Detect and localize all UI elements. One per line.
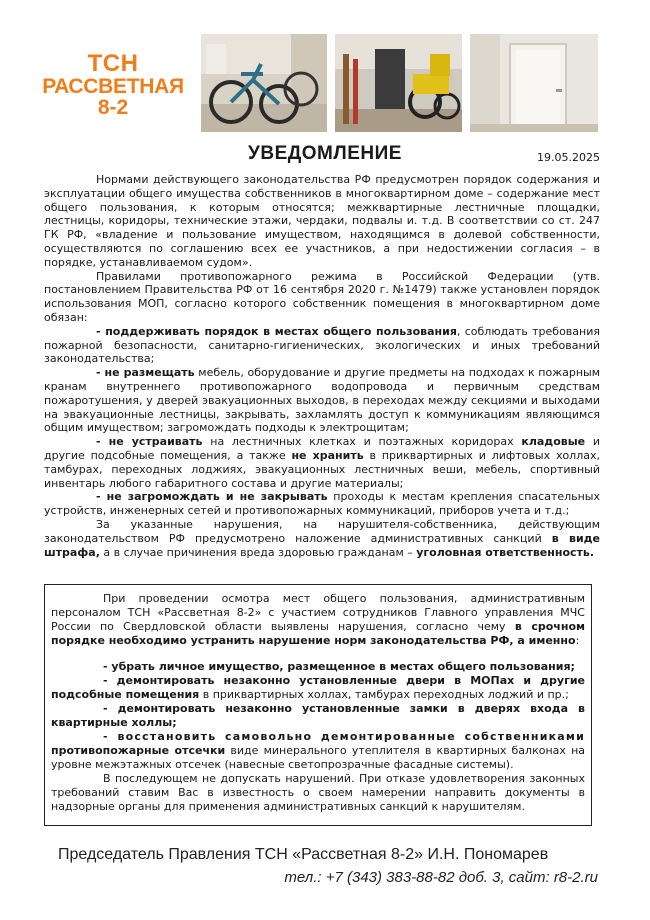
requirement-restore-firebreaks xyxy=(51,730,585,772)
text-run: , соблюдать требования пожарной безопасности, санитарно-гигиенических, экологических и иных требований законодательства; xyxy=(44,324,600,366)
paragraph-fire-rules: Правилами противопожарного режима в Российской Федерации (утв. постановлением Правительства РФ от 16 сентября 2020 г. №1479) также установлен порядок использования МОП, согласно которого собственник помещения в многоквартирном доме обязан: xyxy=(44,269,600,324)
text-run: виде минерального утеплителя в квартирных балконах на уровне межэтажных отсечек (навесные светопрозрачные фасадные системы). xyxy=(51,744,586,771)
stored-items-in-corridor-photo xyxy=(335,34,462,132)
text-run: и другие подсобные помещения, а также xyxy=(44,435,600,462)
bold-phrase: - убрать личное имущество, размещенное в местах общего пользования; xyxy=(103,660,575,673)
bicycles-in-hallway-photo xyxy=(201,34,327,132)
logo-line-name: РАССВЕТНАЯ xyxy=(42,75,184,98)
text-run: : xyxy=(575,634,580,647)
inspection-notice-box xyxy=(44,584,592,826)
bold-phrase: уголовная ответственность. xyxy=(416,545,595,559)
document-date: 19.05.2025 xyxy=(537,151,600,164)
chairman-signature-line: Председатель Правления ТСН «Рассветная 8-2» И.Н. Пономарев xyxy=(58,846,549,863)
text-run: мебель, оборудование и другие предметы на подходах к пожарным кранам внутреннего противопожарного водопровода и первичным средствам пожаротушения, у дверей эвакуационных выходов, в переходах между секциями и выходами на эвакуационные лестницы, закрывать, захламлять доступ к коммуникациям являющимся общим имуществом; загромождать подходы к электрощитам; xyxy=(44,366,601,435)
tsn-logo xyxy=(42,52,184,118)
contact-info: тел.: +7 (343) 383-88-82 доб. 3, сайт: r8-2.ru xyxy=(284,869,598,886)
text-run: За указанные нарушения, на нарушителя-собственника, действующим законодательством РФ предусмотрено наложение административных санкций xyxy=(44,517,600,545)
logo-line-tsn: ТСН xyxy=(87,50,139,77)
text-run: в приквартирных холлах, тамбурах переходных лоджий и пр.; xyxy=(199,688,569,701)
requirement-remove-items xyxy=(51,660,585,674)
text-run: на лестничных клетках и поэтажных коридорах xyxy=(202,435,522,449)
paragraph-maintain-order xyxy=(44,325,600,366)
paragraph-do-not-place xyxy=(44,366,600,435)
text-run: а в случае причинения вреда здоровью гражданам – xyxy=(99,545,417,559)
paragraph-legal-basis: Нормами действующего законодательства РФ предусмотрен порядок содержания и эксплуатации общего имущества собственников в многоквартирном доме – содержание мест общего пользования, к которым относятся; межквартирные лестничные площадки, лестницы, коридоры, технические этажи, чердаки, подвалы и. т.д. В соответствии со ст. 247 ГК РФ, «владение и пользование имуществом, находящимся в долевой собственности, осуществляются по соглашению всех ее участников, а при недостижении согласия – в порядке, устанавливаемом судом». xyxy=(44,173,600,269)
bold-phrase: не хранить xyxy=(291,448,364,462)
bold-phrase: - восстановить самовольно демонтированные собственниками xyxy=(103,730,585,743)
bold-phrase: кладовые xyxy=(521,435,586,449)
bold-phrase: в виде штрафа, xyxy=(44,531,601,559)
text-run: проходы к местам крепления спасательных устройств, инженерных сетей и противопожарных коммуникаций, приборов учета и т.д.; xyxy=(44,490,601,518)
paragraph-sanctions xyxy=(44,518,600,559)
bold-phrase: - не размещать xyxy=(96,366,195,380)
logo-line-number: 8-2 xyxy=(97,96,129,119)
document-title: УВЕДОМЛЕНИЕ xyxy=(248,143,402,164)
door-in-corridor-photo xyxy=(470,34,598,132)
bold-phrase: в срочном порядке необходимо устранить нарушение норм законодательства РФ, а именно xyxy=(51,620,585,647)
paragraph-do-not-block xyxy=(44,490,600,518)
bold-phrase: противопожарные отсечки xyxy=(51,744,226,757)
text-run: При проведении осмотра мест общего пользования, административным персоналом ТСН «Рассветная 8-2» с участием сотрудников Главного управления МЧС России по Свердловской области выявлены нарушения, согласно чему xyxy=(51,592,585,633)
bold-phrase: - поддерживать порядок в местах общего пользования xyxy=(96,324,457,338)
text-run: в приквартирных и лифтовых холлах, тамбурах, переходных лоджиях, эвакуационных лестничных веши, мебель, спортивный инвентарь любого габаритного состава и другие материалы; xyxy=(44,448,600,490)
paragraph-warning: В последующем не допускать нарушений. При отказе удовлетворения законных требований ставим Вас в известность о своем намерении направить документы в надзорные органы для применения административных санкций к нарушителям. xyxy=(51,772,585,813)
bold-phrase: - не загромождать и не закрывать xyxy=(96,490,328,504)
bold-phrase: - демонтировать незаконно установленные замки в дверях входа в квартирные холлы; xyxy=(51,702,585,729)
bold-phrase: - не устраивать xyxy=(96,435,203,449)
paragraph-inspection xyxy=(51,592,585,648)
bold-phrase: - демонтировать незаконно установленные двери в МОПах и другие подсобные помещения xyxy=(51,674,585,701)
requirement-dismantle-doors xyxy=(51,674,585,702)
notice-body xyxy=(44,173,600,559)
paragraph-do-not-build xyxy=(44,435,600,490)
requirement-dismantle-locks xyxy=(51,702,585,730)
